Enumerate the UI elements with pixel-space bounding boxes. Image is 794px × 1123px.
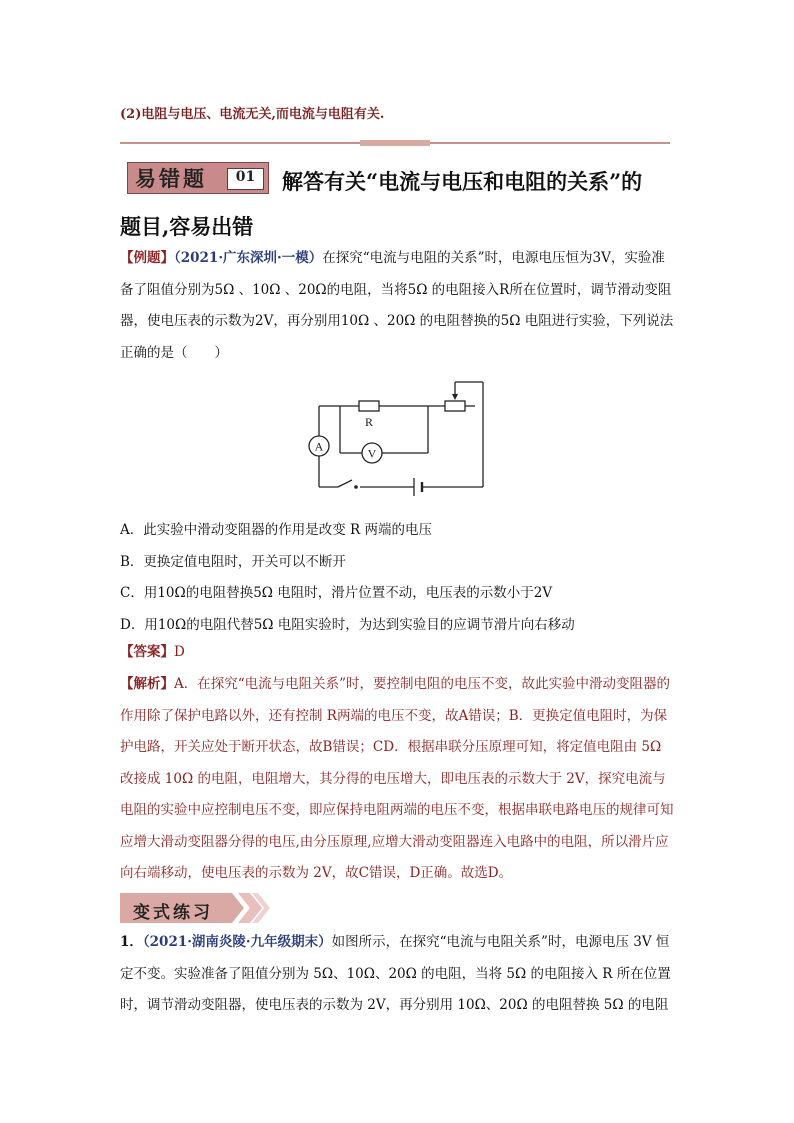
practice-label: 变式练习 — [133, 903, 213, 923]
question-text: 如图所示，在探究“电流与电阻关系”时，电源电压 3V 恒定不变。实验准备了阻值分别为 5Ω、10Ω、20Ω 的电阻，当将 5Ω 的电阻接入 R 所在位置时，调节滑动变阻器，使电压表的示数为 2V，再分别用 10Ω、20Ω 的电阻替换 5Ω 的电阻 — [120, 934, 671, 1013]
section-label: 易错题 — [135, 166, 207, 191]
option-a: A．此实验中滑动变阻器的作用是改变 R 两端的电压 — [120, 522, 432, 538]
answer-tag: 【答案】 — [120, 644, 174, 660]
question-number: 1． — [120, 934, 143, 950]
option-c: C．用10Ω的电阻替换5Ω 电阻时，滑片位置不动，电压表的示数小于2V — [120, 585, 553, 601]
rheostat-symbol — [445, 394, 465, 411]
example-question — [120, 243, 675, 369]
answer-value: D — [174, 644, 185, 660]
analysis-tag: 【解析】 — [120, 676, 174, 692]
slider-arrow-icon — [452, 394, 458, 400]
divider-accent — [360, 140, 430, 146]
option-d: D．用10Ω的电阻代替5Ω 电阻实验时，为达到实验目的应调节滑片向右移动 — [120, 617, 575, 633]
analysis — [120, 669, 675, 890]
resistor-label: R — [364, 415, 374, 429]
previous-conclusion: (2)电阻与电压、电流无关,而电流与电阻有关. — [120, 107, 385, 122]
question-source: （2021·湖南炎陵·九年级期末） — [142, 934, 332, 950]
battery-symbol — [414, 478, 422, 496]
example-tag: 【例题】 — [120, 250, 174, 266]
practice-question-1 — [120, 927, 675, 1022]
switch-symbol — [354, 485, 358, 489]
voltmeter-label: V — [367, 446, 377, 461]
option-b: B．更换定值电阻时，开关可以不断开 — [120, 554, 346, 570]
section-number: 01 — [235, 169, 256, 185]
resistor-symbol — [359, 401, 379, 411]
section-title-line2: 题目,容易出错 — [120, 214, 254, 239]
circuit-diagram — [300, 376, 495, 496]
answer-line — [120, 637, 675, 669]
ammeter-label: A — [314, 439, 324, 454]
section-title-line1: 解答有关“电流与电压和电阻的关系”的 — [282, 169, 643, 194]
example-source: （2021·广东深圳·一模） — [174, 250, 323, 266]
analysis-text: A．在探究“电流与电阻关系”时，要控制电阻的电压不变，故此实验中滑动变阻器的作用除了保护电路以外，还有控制 R两端的电压不变，故A错误；B．更换定值电阻时，为保护电路，开关应处于断开状态，故B错误；CD．根据串联分压原理可知，将定值电阻由 5Ω 改接成 10Ω 的电阻，电阻增大，其分得的电压增大，即电压表的示数大于 2V，探究电流与电阻的实验中应控制电压不变，即应保持电阻两端的电压不变，根据串联电路电压的规律可知应增大滑动变阻器分得的电压,由分压原理,应增大滑动变阻器连入电路中的电阻，所以滑片应向右端移动，使电压表的示数为 2V，故C错误，D正确。故选D。 — [120, 676, 674, 881]
example-text: 在探究“电流与电阻的关系”时，电源电压恒为3V，实验准备了阻值分别为5Ω 、10Ω 、20Ω的电阻，当将5Ω 的电阻接入R所在位置时，调节滑动变阻器，使电压表的示数为2V，再分别用10Ω 、20Ω 的电阻替换的5Ω 电阻进行实验，下列说法正确的是（ ） — [120, 250, 674, 361]
